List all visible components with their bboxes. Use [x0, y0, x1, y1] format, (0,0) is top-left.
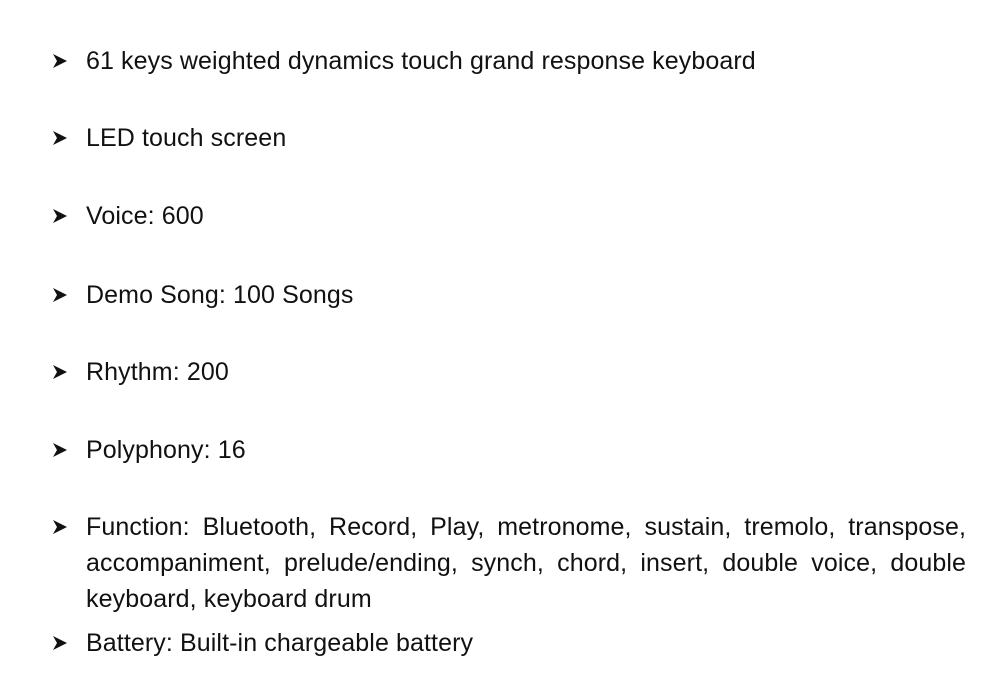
list-item-text: Voice: 600: [86, 202, 204, 230]
arrowhead-bullet-icon: [52, 509, 86, 545]
list-item: [52, 120, 966, 156]
list-item-text: Demo Song: 100 Songs: [86, 281, 354, 309]
list-item: [52, 43, 966, 79]
list-item-text: 61 keys weighted dynamics touch grand response keyboard: [86, 47, 756, 75]
list-item: [52, 432, 966, 468]
list-item-text: Rhythm: 200: [86, 358, 229, 386]
list-item-text: Battery: Built-in chargeable battery: [86, 629, 474, 657]
list-item: [52, 354, 966, 390]
list-item: [52, 277, 966, 313]
arrowhead-bullet-icon: [52, 43, 86, 79]
list-item-text: Function: Bluetooth, Record, Play, metronome, sustain, tremolo, transpose, accompaniment, prelude/ending, synch, chord, insert, double voice, double keyboard, keyboard drum: [86, 513, 966, 613]
arrowhead-bullet-icon: [52, 120, 86, 156]
list-item: [52, 509, 966, 617]
list-item: [52, 198, 966, 234]
list-item-text: LED touch screen: [86, 124, 287, 152]
arrowhead-bullet-icon: [52, 198, 86, 234]
list-item-text: Polyphony: 16: [86, 436, 246, 464]
list-item: [52, 625, 966, 661]
arrowhead-bullet-icon: [52, 432, 86, 468]
arrowhead-bullet-icon: [52, 277, 86, 313]
arrowhead-bullet-icon: [52, 354, 86, 390]
arrowhead-bullet-icon: [52, 625, 86, 661]
